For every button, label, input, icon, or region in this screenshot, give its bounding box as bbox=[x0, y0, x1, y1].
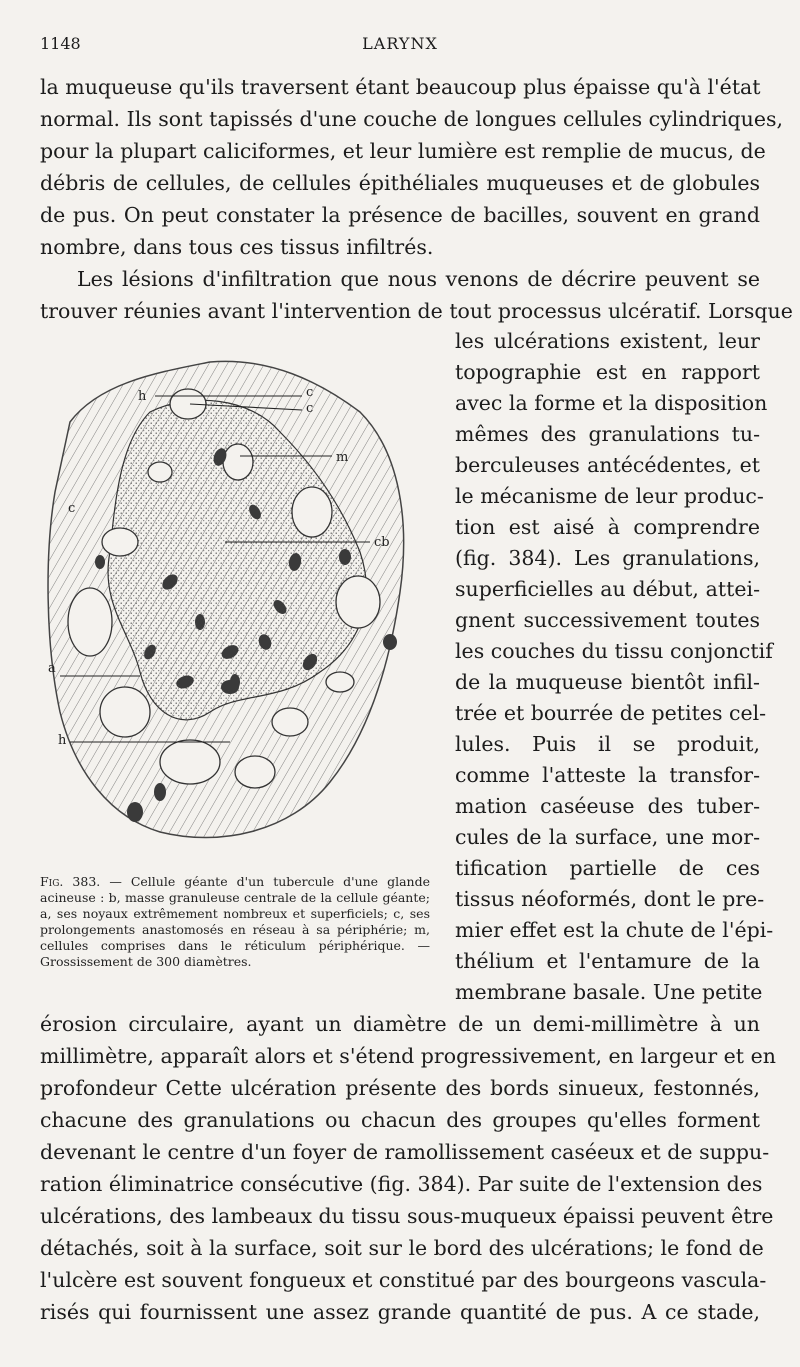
text-line: tion est aisé à comprendre bbox=[455, 515, 760, 539]
text-line: trée et bourrée de petites cel- bbox=[455, 701, 767, 725]
text-line: devenant le centre d'un foyer de ramollissement caséeux et de suppu- bbox=[40, 1140, 770, 1164]
text-line: la muqueuse qu'ils traversent étant beaucoup plus épaisse qu'à l'état bbox=[40, 75, 761, 99]
text-line: trouver réunies avant l'intervention de tout processus ulcératif. Lorsque bbox=[40, 299, 793, 323]
text-line: Les lésions d'infiltration que nous venons de décrire peuvent se bbox=[77, 267, 760, 291]
text-line: mêmes des granulations tu- bbox=[455, 422, 760, 446]
text-line: tification partielle de ces bbox=[455, 856, 760, 880]
text-line: avec la forme et la disposition bbox=[455, 391, 768, 415]
text-line: de pus. On peut constater la présence de bacilles, souvent en grand bbox=[40, 203, 760, 227]
label-c-top2: c bbox=[306, 401, 314, 416]
running-title: LARYNX bbox=[362, 34, 438, 53]
text-line: comme l'atteste la transfor- bbox=[455, 763, 760, 787]
text-line: le mécanisme de leur produc- bbox=[455, 484, 764, 508]
text-line: érosion circulaire, ayant un diamètre de un demi-millimètre à un bbox=[40, 1012, 760, 1036]
text-line: tissus néoformés, dont le pre- bbox=[455, 887, 765, 911]
text-line: thélium et l'entamure de la bbox=[455, 949, 760, 973]
figure-illustration bbox=[40, 352, 440, 862]
label-a: a bbox=[48, 661, 56, 676]
text-line: débris de cellules, de cellules épithéliales muqueuses et de globules bbox=[40, 171, 760, 195]
figure-caption-text: — Cellule géante d'un tubercule d'une glande acineuse : b, masse granuleuse centrale de la cellule géante; a, ses noyaux extrêmement nombreux et superficiels; c, ses prolongements anastomosés en réseau à sa périphérie; m, cellules comprises dans le réticulum périphérique. — Grossissement de 300 diamètres. bbox=[40, 874, 431, 969]
label-h-top: h bbox=[138, 389, 147, 404]
text-line: les couches du tissu conjonctif bbox=[455, 639, 773, 663]
text-line: pour la plupart caliciformes, et leur lumière est remplie de mucus, de bbox=[40, 139, 766, 163]
figure-caption bbox=[40, 874, 430, 970]
label-c-left: c bbox=[68, 501, 76, 516]
text-line: topographie est en rapport bbox=[455, 360, 760, 384]
figure-number: Fig. 383. bbox=[40, 874, 101, 889]
giant-cell-engraving bbox=[40, 352, 440, 862]
text-line: ulcérations, des lambeaux du tissu sous-muqueux épaissi peuvent être bbox=[40, 1204, 774, 1228]
text-line: risés qui fournissent une assez grande quantité de pus. A ce stade, bbox=[40, 1300, 760, 1324]
text-line: les ulcérations existent, leur bbox=[455, 329, 760, 353]
label-m: m bbox=[336, 450, 349, 465]
text-line: ration éliminatrice consécutive (fig. 384). Par suite de l'extension des bbox=[40, 1172, 763, 1196]
text-line: mier effet est la chute de l'épi- bbox=[455, 918, 774, 942]
text-line: superficielles au début, attei- bbox=[455, 577, 760, 601]
text-line: (fig. 384). Les granulations, bbox=[455, 546, 760, 570]
text-line: cules de la surface, une mor- bbox=[455, 825, 760, 849]
text-line: l'ulcère est souvent fongueux et constitué par des bourgeons vascula- bbox=[40, 1268, 767, 1292]
text-line: profondeur Cette ulcération présente des bords sinueux, festonnés, bbox=[40, 1076, 760, 1100]
label-c-top1: c bbox=[306, 385, 314, 400]
label-cb: cb bbox=[374, 535, 390, 550]
text-line: berculeuses antécédentes, et bbox=[455, 453, 760, 477]
page-number: 1148 bbox=[40, 34, 81, 53]
text-line: membrane basale. Une petite bbox=[455, 980, 763, 1004]
label-h-bottom: h bbox=[58, 733, 67, 748]
page-header bbox=[40, 34, 760, 58]
text-line: normal. Ils sont tapissés d'une couche de longues cellules cylindriques, bbox=[40, 107, 783, 131]
text-line: chacune des granulations ou chacun des groupes qu'elles forment bbox=[40, 1108, 760, 1132]
text-line: mation caséeuse des tuber- bbox=[455, 794, 760, 818]
text-line: de la muqueuse bientôt infil- bbox=[455, 670, 760, 694]
text-line: nombre, dans tous ces tissus infiltrés. bbox=[40, 235, 434, 259]
text-line: lules. Puis il se produit, bbox=[455, 732, 760, 756]
text-line: millimètre, apparaît alors et s'étend progressivement, en largeur et en bbox=[40, 1044, 776, 1068]
text-line: gnent successivement toutes bbox=[455, 608, 760, 632]
text-line: détachés, soit à la surface, soit sur le bord des ulcérations; le fond de bbox=[40, 1236, 764, 1260]
